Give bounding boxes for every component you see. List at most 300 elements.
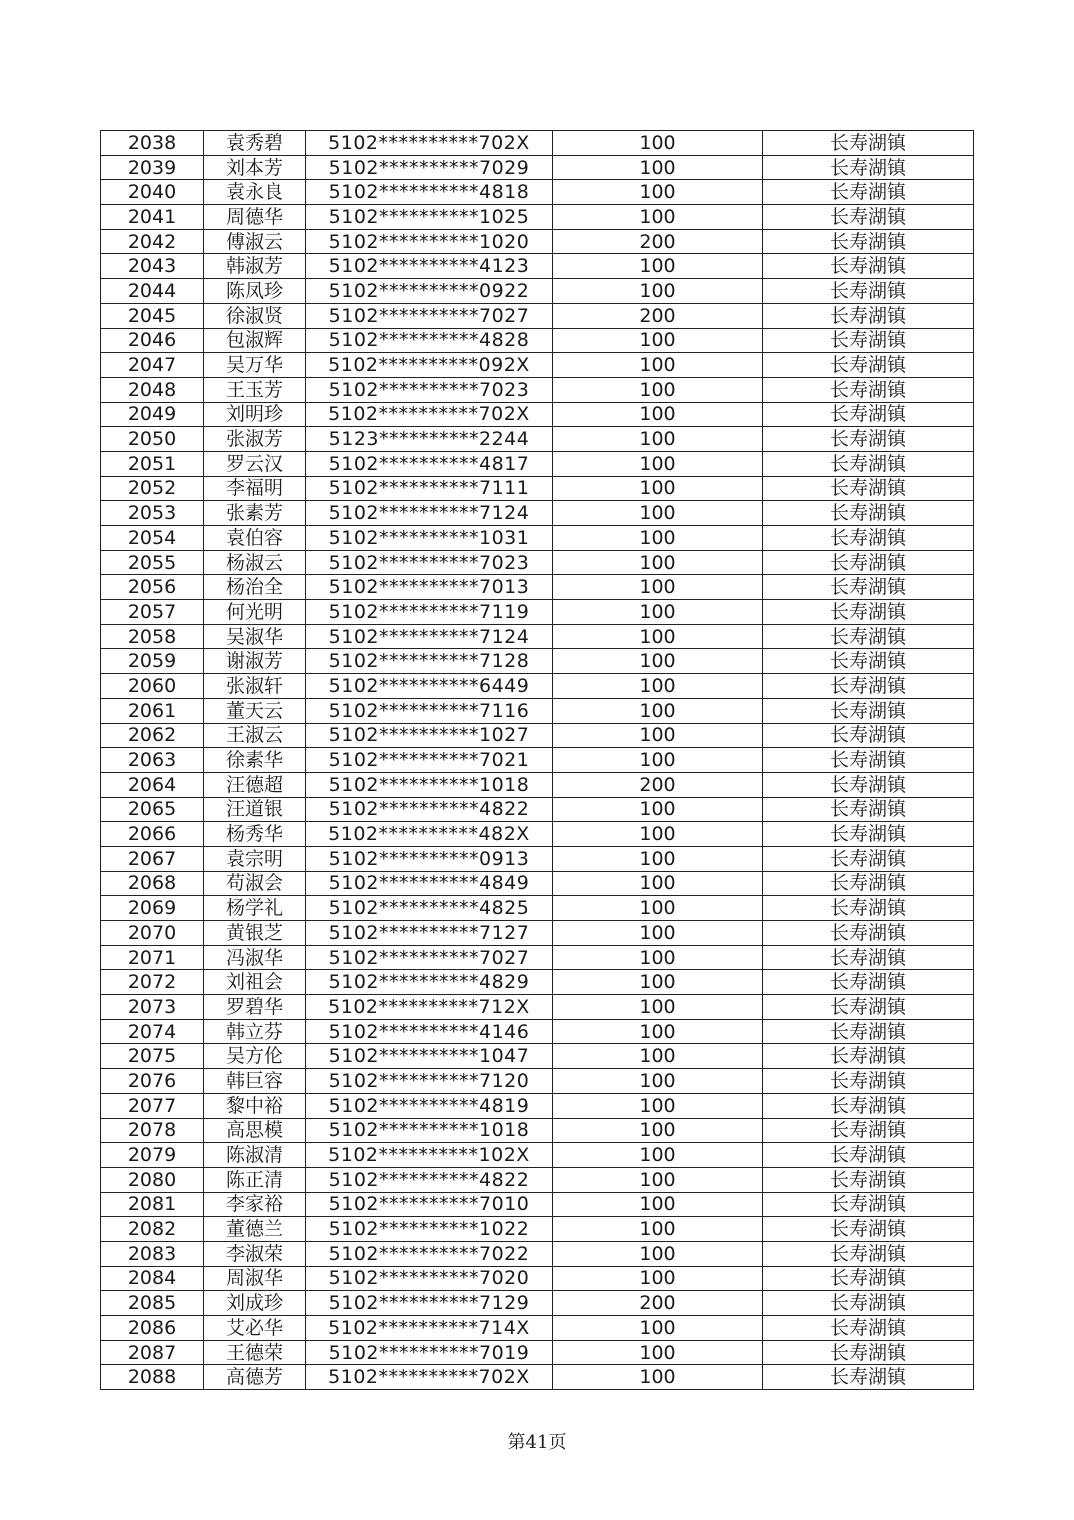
name-cell: 吴万华 [204, 353, 306, 378]
id-number-cell: 5102**********7022 [306, 1241, 553, 1266]
amount-cell: 100 [553, 476, 763, 501]
amount-cell: 100 [553, 526, 763, 551]
town-cell: 长寿湖镇 [763, 674, 974, 699]
name-cell: 王玉芳 [204, 377, 306, 402]
amount-cell: 100 [553, 1266, 763, 1291]
table-row [101, 1365, 974, 1390]
table-row [101, 945, 974, 970]
table-row [101, 575, 974, 600]
table-row [101, 1217, 974, 1242]
id-number-cell: 5102**********4849 [306, 871, 553, 896]
name-cell: 何光明 [204, 600, 306, 625]
roster-table [100, 130, 974, 1390]
table-row [101, 1044, 974, 1069]
table-row [101, 797, 974, 822]
town-cell: 长寿湖镇 [763, 624, 974, 649]
name-cell: 周德华 [204, 205, 306, 230]
town-cell: 长寿湖镇 [763, 945, 974, 970]
id-number-cell: 5102**********712X [306, 995, 553, 1020]
town-cell: 长寿湖镇 [763, 1217, 974, 1242]
amount-cell: 100 [553, 1069, 763, 1094]
id-number-cell: 5102**********4829 [306, 970, 553, 995]
row-index-cell: 2068 [101, 871, 204, 896]
table-row [101, 427, 974, 452]
table-row [101, 1167, 974, 1192]
amount-cell: 100 [553, 945, 763, 970]
name-cell: 王淑云 [204, 723, 306, 748]
amount-cell: 100 [553, 427, 763, 452]
row-index-cell: 2082 [101, 1217, 204, 1242]
name-cell: 韩淑芳 [204, 254, 306, 279]
row-index-cell: 2067 [101, 846, 204, 871]
town-cell: 长寿湖镇 [763, 748, 974, 773]
name-cell: 冯淑华 [204, 945, 306, 970]
name-cell: 袁秀碧 [204, 131, 306, 156]
town-cell: 长寿湖镇 [763, 451, 974, 476]
amount-cell: 100 [553, 279, 763, 304]
town-cell: 长寿湖镇 [763, 970, 974, 995]
amount-cell: 200 [553, 229, 763, 254]
id-number-cell: 5102**********1025 [306, 205, 553, 230]
id-number-cell: 5123**********2244 [306, 427, 553, 452]
id-number-cell: 5102**********1047 [306, 1044, 553, 1069]
name-cell: 刘本芳 [204, 155, 306, 180]
name-cell: 陈淑清 [204, 1143, 306, 1168]
row-index-cell: 2063 [101, 748, 204, 773]
name-cell: 谢淑芳 [204, 649, 306, 674]
id-number-cell: 5102**********0913 [306, 846, 553, 871]
amount-cell: 100 [553, 1217, 763, 1242]
row-index-cell: 2043 [101, 254, 204, 279]
name-cell: 黎中裕 [204, 1093, 306, 1118]
town-cell: 长寿湖镇 [763, 501, 974, 526]
town-cell: 长寿湖镇 [763, 871, 974, 896]
town-cell: 长寿湖镇 [763, 254, 974, 279]
amount-cell: 100 [553, 155, 763, 180]
id-number-cell: 5102**********7120 [306, 1069, 553, 1094]
amount-cell: 100 [553, 575, 763, 600]
name-cell: 张淑轩 [204, 674, 306, 699]
town-cell: 长寿湖镇 [763, 303, 974, 328]
amount-cell: 100 [553, 674, 763, 699]
row-index-cell: 2057 [101, 600, 204, 625]
table-row [101, 1069, 974, 1094]
town-cell: 长寿湖镇 [763, 1118, 974, 1143]
amount-cell: 100 [553, 1340, 763, 1365]
name-cell: 董德兰 [204, 1217, 306, 1242]
town-cell: 长寿湖镇 [763, 723, 974, 748]
table-row [101, 674, 974, 699]
name-cell: 韩巨容 [204, 1069, 306, 1094]
table-row [101, 822, 974, 847]
id-number-cell: 5102**********4828 [306, 328, 553, 353]
name-cell: 张素芳 [204, 501, 306, 526]
table-row [101, 1316, 974, 1341]
table-row [101, 970, 974, 995]
row-index-cell: 2039 [101, 155, 204, 180]
page-number: 第41页 [507, 1432, 567, 1453]
table-row [101, 698, 974, 723]
row-index-cell: 2047 [101, 353, 204, 378]
row-index-cell: 2078 [101, 1118, 204, 1143]
table-row [101, 205, 974, 230]
amount-cell: 100 [553, 451, 763, 476]
id-number-cell: 5102**********7127 [306, 921, 553, 946]
town-cell: 长寿湖镇 [763, 427, 974, 452]
roster-body [101, 131, 974, 1390]
town-cell: 长寿湖镇 [763, 1340, 974, 1365]
amount-cell: 200 [553, 303, 763, 328]
amount-cell: 100 [553, 723, 763, 748]
town-cell: 长寿湖镇 [763, 353, 974, 378]
name-cell: 刘成珍 [204, 1291, 306, 1316]
town-cell: 长寿湖镇 [763, 377, 974, 402]
town-cell: 长寿湖镇 [763, 600, 974, 625]
town-cell: 长寿湖镇 [763, 1365, 974, 1390]
name-cell: 艾必华 [204, 1316, 306, 1341]
table-row [101, 353, 974, 378]
table-row [101, 501, 974, 526]
name-cell: 徐素华 [204, 748, 306, 773]
amount-cell: 100 [553, 1044, 763, 1069]
town-cell: 长寿湖镇 [763, 921, 974, 946]
town-cell: 长寿湖镇 [763, 131, 974, 156]
row-index-cell: 2045 [101, 303, 204, 328]
row-index-cell: 2048 [101, 377, 204, 402]
town-cell: 长寿湖镇 [763, 1241, 974, 1266]
town-cell: 长寿湖镇 [763, 1316, 974, 1341]
amount-cell: 100 [553, 822, 763, 847]
amount-cell: 100 [553, 180, 763, 205]
row-index-cell: 2065 [101, 797, 204, 822]
town-cell: 长寿湖镇 [763, 526, 974, 551]
name-cell: 黄银芝 [204, 921, 306, 946]
table-row [101, 624, 974, 649]
amount-cell: 100 [553, 970, 763, 995]
name-cell: 吴方伦 [204, 1044, 306, 1069]
id-number-cell: 5102**********7129 [306, 1291, 553, 1316]
amount-cell: 100 [553, 1019, 763, 1044]
row-index-cell: 2061 [101, 698, 204, 723]
id-number-cell: 5102**********4123 [306, 254, 553, 279]
name-cell: 张淑芳 [204, 427, 306, 452]
table-row [101, 377, 974, 402]
table-row [101, 279, 974, 304]
row-index-cell: 2087 [101, 1340, 204, 1365]
id-number-cell: 5102**********7020 [306, 1266, 553, 1291]
name-cell: 陈凤珍 [204, 279, 306, 304]
table-row [101, 402, 974, 427]
amount-cell: 100 [553, 1192, 763, 1217]
id-number-cell: 5102**********1027 [306, 723, 553, 748]
id-number-cell: 5102**********7124 [306, 624, 553, 649]
table-row [101, 180, 974, 205]
amount-cell: 100 [553, 501, 763, 526]
row-index-cell: 2084 [101, 1266, 204, 1291]
amount-cell: 100 [553, 698, 763, 723]
table-row [101, 451, 974, 476]
id-number-cell: 5102**********1018 [306, 1118, 553, 1143]
row-index-cell: 2085 [101, 1291, 204, 1316]
amount-cell: 100 [553, 624, 763, 649]
town-cell: 长寿湖镇 [763, 846, 974, 871]
table-row [101, 871, 974, 896]
id-number-cell: 5102**********1020 [306, 229, 553, 254]
town-cell: 长寿湖镇 [763, 896, 974, 921]
town-cell: 长寿湖镇 [763, 822, 974, 847]
amount-cell: 100 [553, 1365, 763, 1390]
id-number-cell: 5102**********1018 [306, 772, 553, 797]
town-cell: 长寿湖镇 [763, 205, 974, 230]
row-index-cell: 2086 [101, 1316, 204, 1341]
id-number-cell: 5102**********4825 [306, 896, 553, 921]
name-cell: 罗云汉 [204, 451, 306, 476]
amount-cell: 100 [553, 1118, 763, 1143]
row-index-cell: 2056 [101, 575, 204, 600]
row-index-cell: 2069 [101, 896, 204, 921]
row-index-cell: 2046 [101, 328, 204, 353]
town-cell: 长寿湖镇 [763, 402, 974, 427]
name-cell: 吴淑华 [204, 624, 306, 649]
row-index-cell: 2050 [101, 427, 204, 452]
name-cell: 包淑辉 [204, 328, 306, 353]
name-cell: 汪道银 [204, 797, 306, 822]
table-row [101, 1118, 974, 1143]
town-cell: 长寿湖镇 [763, 995, 974, 1020]
town-cell: 长寿湖镇 [763, 1266, 974, 1291]
row-index-cell: 2088 [101, 1365, 204, 1390]
id-number-cell: 5102**********4822 [306, 797, 553, 822]
amount-cell: 100 [553, 896, 763, 921]
row-index-cell: 2041 [101, 205, 204, 230]
town-cell: 长寿湖镇 [763, 1093, 974, 1118]
id-number-cell: 5102**********7119 [306, 600, 553, 625]
row-index-cell: 2059 [101, 649, 204, 674]
id-number-cell: 5102**********1022 [306, 1217, 553, 1242]
id-number-cell: 5102**********6449 [306, 674, 553, 699]
amount-cell: 100 [553, 1167, 763, 1192]
row-index-cell: 2064 [101, 772, 204, 797]
town-cell: 长寿湖镇 [763, 797, 974, 822]
row-index-cell: 2044 [101, 279, 204, 304]
table-row [101, 131, 974, 156]
id-number-cell: 5102**********7013 [306, 575, 553, 600]
name-cell: 高思模 [204, 1118, 306, 1143]
id-number-cell: 5102**********7027 [306, 303, 553, 328]
table-row [101, 1019, 974, 1044]
row-index-cell: 2060 [101, 674, 204, 699]
town-cell: 长寿湖镇 [763, 180, 974, 205]
row-index-cell: 2038 [101, 131, 204, 156]
row-index-cell: 2040 [101, 180, 204, 205]
table-row [101, 1291, 974, 1316]
id-number-cell: 5102**********7116 [306, 698, 553, 723]
town-cell: 长寿湖镇 [763, 550, 974, 575]
row-index-cell: 2055 [101, 550, 204, 575]
row-index-cell: 2081 [101, 1192, 204, 1217]
name-cell: 刘祖会 [204, 970, 306, 995]
id-number-cell: 5102**********7010 [306, 1192, 553, 1217]
table-row [101, 1241, 974, 1266]
table-row [101, 723, 974, 748]
table-row [101, 896, 974, 921]
amount-cell: 100 [553, 748, 763, 773]
name-cell: 徐淑贤 [204, 303, 306, 328]
amount-cell: 100 [553, 846, 763, 871]
table-row [101, 1093, 974, 1118]
id-number-cell: 5102**********7111 [306, 476, 553, 501]
table-row [101, 600, 974, 625]
name-cell: 陈正清 [204, 1167, 306, 1192]
row-index-cell: 2074 [101, 1019, 204, 1044]
row-index-cell: 2054 [101, 526, 204, 551]
amount-cell: 100 [553, 377, 763, 402]
row-index-cell: 2049 [101, 402, 204, 427]
id-number-cell: 5102**********702X [306, 1365, 553, 1390]
table-row [101, 748, 974, 773]
town-cell: 长寿湖镇 [763, 1019, 974, 1044]
id-number-cell: 5102**********482X [306, 822, 553, 847]
name-cell: 刘明珍 [204, 402, 306, 427]
name-cell: 汪德超 [204, 772, 306, 797]
id-number-cell: 5102**********702X [306, 402, 553, 427]
name-cell: 杨淑云 [204, 550, 306, 575]
amount-cell: 100 [553, 921, 763, 946]
town-cell: 长寿湖镇 [763, 155, 974, 180]
town-cell: 长寿湖镇 [763, 649, 974, 674]
name-cell: 杨秀华 [204, 822, 306, 847]
row-index-cell: 2079 [101, 1143, 204, 1168]
row-index-cell: 2075 [101, 1044, 204, 1069]
id-number-cell: 5102**********7021 [306, 748, 553, 773]
row-index-cell: 2083 [101, 1241, 204, 1266]
row-index-cell: 2072 [101, 970, 204, 995]
id-number-cell: 5102**********7023 [306, 550, 553, 575]
town-cell: 长寿湖镇 [763, 279, 974, 304]
id-number-cell: 5102**********7124 [306, 501, 553, 526]
table-row [101, 1266, 974, 1291]
amount-cell: 100 [553, 205, 763, 230]
amount-cell: 100 [553, 600, 763, 625]
id-number-cell: 5102**********4817 [306, 451, 553, 476]
amount-cell: 100 [553, 871, 763, 896]
table-row [101, 229, 974, 254]
id-number-cell: 5102**********4819 [306, 1093, 553, 1118]
amount-cell: 100 [553, 649, 763, 674]
id-number-cell: 5102**********7029 [306, 155, 553, 180]
id-number-cell: 5102**********0922 [306, 279, 553, 304]
town-cell: 长寿湖镇 [763, 772, 974, 797]
id-number-cell: 5102**********1031 [306, 526, 553, 551]
amount-cell: 100 [553, 995, 763, 1020]
name-cell: 苟淑会 [204, 871, 306, 896]
row-index-cell: 2076 [101, 1069, 204, 1094]
town-cell: 长寿湖镇 [763, 1143, 974, 1168]
table-row [101, 1143, 974, 1168]
amount-cell: 200 [553, 1291, 763, 1316]
table-row [101, 550, 974, 575]
amount-cell: 100 [553, 254, 763, 279]
row-index-cell: 2052 [101, 476, 204, 501]
table-row [101, 328, 974, 353]
row-index-cell: 2051 [101, 451, 204, 476]
row-index-cell: 2066 [101, 822, 204, 847]
table-row [101, 921, 974, 946]
name-cell: 袁宗明 [204, 846, 306, 871]
id-number-cell: 5102**********7019 [306, 1340, 553, 1365]
id-number-cell: 5102**********7128 [306, 649, 553, 674]
town-cell: 长寿湖镇 [763, 1069, 974, 1094]
amount-cell: 100 [553, 1241, 763, 1266]
id-number-cell: 5102**********7023 [306, 377, 553, 402]
table-row [101, 254, 974, 279]
town-cell: 长寿湖镇 [763, 1167, 974, 1192]
amount-cell: 100 [553, 1316, 763, 1341]
id-number-cell: 5102**********092X [306, 353, 553, 378]
id-number-cell: 5102**********4818 [306, 180, 553, 205]
name-cell: 杨学礼 [204, 896, 306, 921]
amount-cell: 100 [553, 353, 763, 378]
row-index-cell: 2073 [101, 995, 204, 1020]
town-cell: 长寿湖镇 [763, 1044, 974, 1069]
row-index-cell: 2071 [101, 945, 204, 970]
town-cell: 长寿湖镇 [763, 1192, 974, 1217]
table-row [101, 155, 974, 180]
row-index-cell: 2070 [101, 921, 204, 946]
amount-cell: 100 [553, 1093, 763, 1118]
id-number-cell: 5102**********4822 [306, 1167, 553, 1192]
name-cell: 罗碧华 [204, 995, 306, 1020]
town-cell: 长寿湖镇 [763, 229, 974, 254]
name-cell: 董天云 [204, 698, 306, 723]
table-row [101, 1192, 974, 1217]
name-cell: 韩立芬 [204, 1019, 306, 1044]
name-cell: 高德芳 [204, 1365, 306, 1390]
id-number-cell: 5102**********702X [306, 131, 553, 156]
table-row [101, 846, 974, 871]
amount-cell: 100 [553, 131, 763, 156]
town-cell: 长寿湖镇 [763, 328, 974, 353]
name-cell: 周淑华 [204, 1266, 306, 1291]
table-row [101, 649, 974, 674]
table-row [101, 995, 974, 1020]
row-index-cell: 2058 [101, 624, 204, 649]
name-cell: 李家裕 [204, 1192, 306, 1217]
amount-cell: 200 [553, 772, 763, 797]
row-index-cell: 2053 [101, 501, 204, 526]
table-row [101, 1340, 974, 1365]
table-row [101, 476, 974, 501]
name-cell: 袁永良 [204, 180, 306, 205]
name-cell: 王德荣 [204, 1340, 306, 1365]
name-cell: 杨治全 [204, 575, 306, 600]
row-index-cell: 2062 [101, 723, 204, 748]
town-cell: 长寿湖镇 [763, 1291, 974, 1316]
table-row [101, 772, 974, 797]
id-number-cell: 5102**********7027 [306, 945, 553, 970]
id-number-cell: 5102**********4146 [306, 1019, 553, 1044]
id-number-cell: 5102**********714X [306, 1316, 553, 1341]
town-cell: 长寿湖镇 [763, 476, 974, 501]
row-index-cell: 2042 [101, 229, 204, 254]
town-cell: 长寿湖镇 [763, 575, 974, 600]
amount-cell: 100 [553, 328, 763, 353]
name-cell: 李淑荣 [204, 1241, 306, 1266]
town-cell: 长寿湖镇 [763, 698, 974, 723]
id-number-cell: 5102**********102X [306, 1143, 553, 1168]
name-cell: 袁伯容 [204, 526, 306, 551]
row-index-cell: 2077 [101, 1093, 204, 1118]
